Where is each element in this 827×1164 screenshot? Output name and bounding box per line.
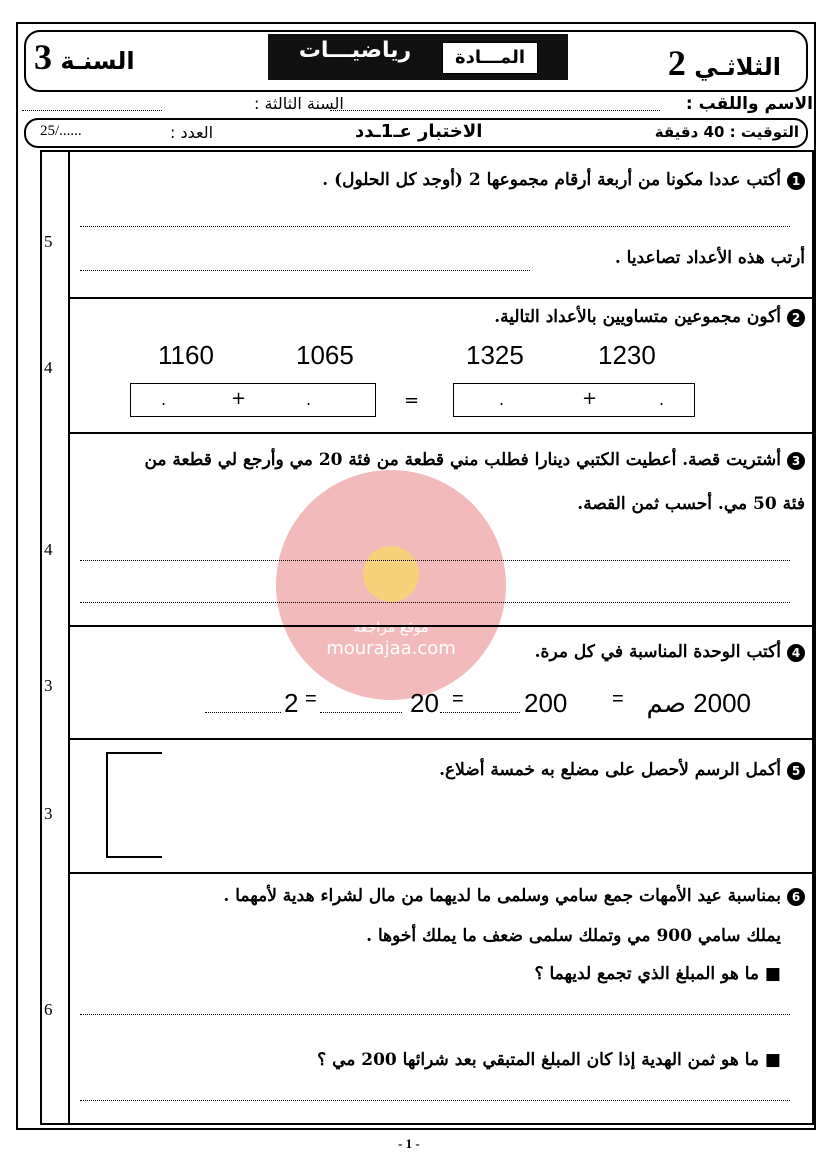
question-6: 6بمناسبة عيد الأمهات جمع سامي وسلمى ما لديهما من مال لشراء هدية لأمهما . — [223, 886, 805, 906]
score-3: 4 — [44, 540, 53, 559]
divider — [70, 738, 814, 740]
unit-blank[interactable] — [320, 712, 402, 713]
divider — [70, 297, 814, 299]
equals-sign: = — [404, 390, 420, 411]
score-2: 4 — [44, 358, 53, 377]
answer-line[interactable] — [80, 1100, 790, 1101]
number: 1160 — [158, 340, 214, 370]
expr-term: 20 — [410, 688, 439, 718]
divider — [70, 625, 814, 627]
question-6-l2: يملك سامي 900 مي وتملك سلمى ضعف ما يملك أخوها . — [366, 926, 781, 946]
score-4: 3 — [44, 676, 53, 695]
grade-label: العدد : — [170, 123, 214, 142]
unit-blank[interactable] — [205, 712, 281, 713]
question-3: 3أشتريت قصة. أعطيت الكتبي دينارا فطلب مني قطعة من فئة 20 مي وأرجع لي قطعة من — [144, 450, 805, 470]
blank-dot: . — [659, 390, 665, 409]
answer-line[interactable] — [80, 602, 790, 603]
answer-line[interactable] — [80, 560, 790, 561]
blank-dot: . — [499, 390, 505, 409]
score-column — [40, 150, 70, 1125]
number-2-icon: 2 — [787, 309, 805, 327]
term-label: الثلاثـي 2 — [667, 43, 781, 83]
score-6: 6 — [44, 1000, 53, 1019]
score-5: 3 — [44, 804, 53, 823]
sum-box-right[interactable] — [453, 383, 695, 417]
question-1: 1أكتب عددا مكونا من أربعة أرقام مجموعها 2 (أوجد كل الحلول) . — [322, 170, 805, 190]
year-label: السنـة 3 — [34, 37, 135, 77]
expr-eq: = — [305, 688, 317, 710]
question-1b: أرتب هذه الأعداد تصاعديا . — [614, 248, 805, 268]
answer-line[interactable] — [80, 226, 790, 227]
plus-sign: + — [231, 388, 247, 409]
answer-line[interactable] — [80, 270, 530, 271]
expr-eq: = — [612, 688, 624, 710]
number-3-icon: 3 — [787, 452, 805, 470]
number-6-icon: 6 — [787, 888, 805, 906]
question-2: 2أكون مجموعين متساويين بالأعداد التالية. — [494, 307, 805, 327]
exam-title: الاختبار عـ1ـدد — [355, 121, 483, 142]
number: 1230 — [598, 340, 656, 370]
score-1: 5 — [44, 232, 53, 251]
question-6a: ■ ما هو المبلغ الذي تجمع لديهما ؟ — [534, 964, 781, 984]
class-field[interactable] — [22, 110, 162, 111]
unit-blank[interactable] — [440, 712, 520, 713]
duration: التوقيت : 40 دقيقة — [654, 123, 799, 141]
number-5-icon: 5 — [787, 762, 805, 780]
subject-value: رياضيـــات — [298, 38, 412, 63]
expr-term: 2 — [284, 688, 299, 718]
page-number: - 1 - — [398, 1136, 420, 1151]
number: 1065 — [296, 340, 354, 370]
plus-sign: + — [582, 388, 598, 409]
sum-box-left[interactable] — [130, 383, 376, 417]
blank-dot: . — [161, 390, 167, 409]
watermark-arabic: موقع مراجعة — [353, 620, 429, 636]
question-4: 4أكتب الوحدة المناسبة في كل مرة. — [535, 642, 805, 662]
divider — [70, 872, 814, 874]
expr-term: 2000 صم — [646, 688, 751, 718]
answer-line[interactable] — [80, 1014, 790, 1015]
watermark-site: mourajaa.com — [326, 638, 456, 659]
subject-label: المـــادة — [442, 42, 538, 74]
number-1-icon: 1 — [787, 172, 805, 190]
name-label: الاسم واللقب : — [685, 94, 813, 114]
number: 1325 — [466, 340, 524, 370]
question-3-cont: فئة 50 مي. أحسب ثمن القصة. — [577, 494, 805, 514]
expr-eq: = — [452, 688, 464, 710]
number-4-icon: 4 — [787, 644, 805, 662]
divider — [70, 432, 814, 434]
name-field[interactable] — [330, 110, 660, 111]
question-6b: ■ ما هو ثمن الهدية إذا كان المبلغ المتبقي بعد شرائها 200 مي ؟ — [317, 1050, 781, 1070]
expr-term: 200 — [524, 688, 568, 718]
question-5: 5أكمل الرسم لأحصل على مضلع به خمسة أضلاع. — [439, 760, 805, 780]
class-label: السنة الثالثة : — [254, 94, 344, 113]
blank-dot: . — [306, 390, 312, 409]
grade-total: 25/...... — [40, 123, 82, 139]
polygon-drawing-area[interactable] — [106, 752, 162, 858]
